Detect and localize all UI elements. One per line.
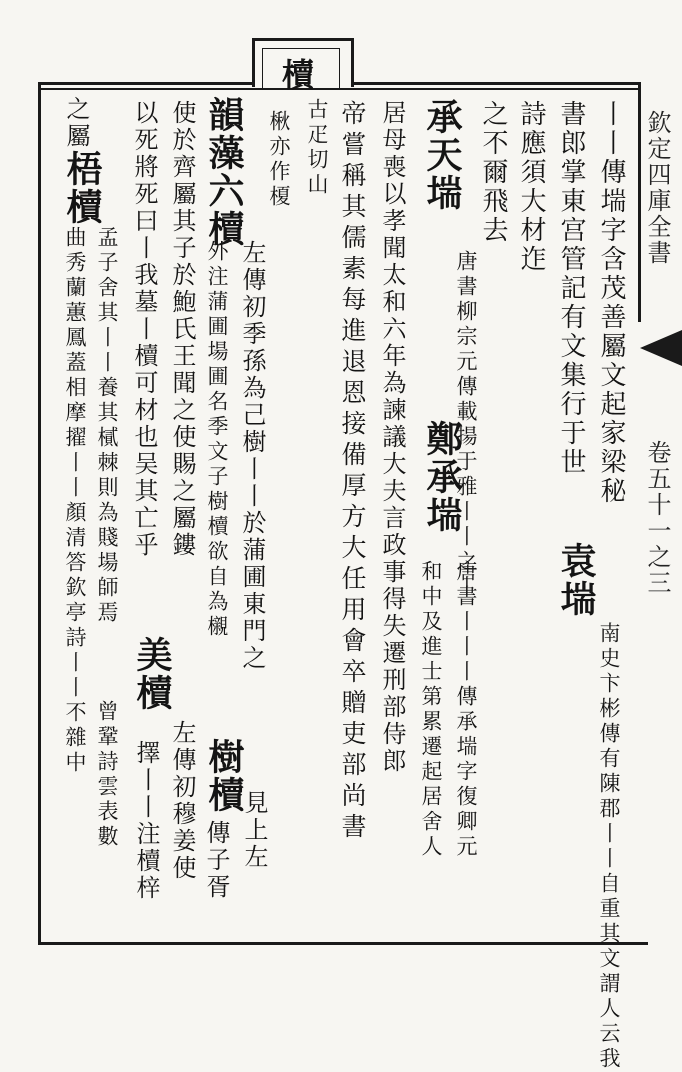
frame-left-rule — [38, 82, 41, 944]
text-column-15: 以死將死曰丨我墓丨櫝可材也吴其亡乎 — [130, 100, 158, 559]
entry-heading-meidu: 美櫝 — [131, 636, 173, 712]
text-column-17: 曲秀蘭蕙鳳蓋相摩擢丨丨顏清答欽亭詩丨丨不雜中 — [63, 226, 87, 776]
entry-heading-chengtian-zan: 承天㙐 — [421, 98, 463, 212]
fishtail-mark — [640, 330, 682, 366]
text-column-12: 左傳初季孫為己樹丨丨於蒲圃東門之 — [238, 240, 266, 672]
text-column-14b: 傳子胥 — [202, 820, 230, 901]
text-column-7: 和中及進士第累遷起居舍人 — [419, 560, 443, 860]
text-column-10: 古疋切山 — [305, 98, 329, 198]
entry-heading-yunzao-liudu: 韻藻六櫝 — [203, 96, 245, 248]
frame-bottom-rule — [38, 942, 648, 945]
text-column-15b: 左傳初穆姜使 — [168, 720, 196, 882]
text-column-13b: 見上左 — [240, 790, 268, 871]
text-column-18: 曾鞏詩雲表數 — [95, 700, 119, 850]
text-column-14: 使於齊屬其子於鮑氏王聞之使賜之屬鏤 — [168, 100, 196, 559]
text-column-3: 南史卞彬傳有陳郡丨丨自重其文謂人云我 — [597, 622, 621, 1072]
text-column-6b: 唐書丨丨丨傳承㙐字復卿元 — [454, 560, 478, 860]
text-column-13: 外注蒲圃場圃名季文子樹櫝欲自為櫬 — [205, 240, 229, 640]
text-column-2: 書郎掌東宫管記有文集行于世 — [556, 100, 586, 477]
margin-volume: 卷五十一之三 — [643, 440, 671, 596]
text-column-1: 丨丨傳㙐字含茂善屬文起家梁秘 — [596, 100, 626, 506]
entry-heading-zheng-chengzan: 鄭承㙐 — [421, 420, 463, 534]
text-column-8: 居母喪以孝聞太和六年為諫議大夫言政事得失遷刑部侍郎 — [378, 100, 406, 775]
fishtail-rule — [638, 82, 641, 322]
text-column-4: 詩應須大材迮 — [516, 100, 546, 274]
text-column-16b: 孟子舍其丨丨養其樲棘則為賤場師焉 — [95, 226, 119, 626]
entry-heading-shudu: 樹櫝 — [203, 738, 245, 814]
text-column-11: 楸亦作榎 — [267, 110, 291, 210]
entry-heading-du: 櫝 — [277, 58, 315, 92]
text-column-16: 之屬 — [62, 96, 90, 150]
entry-heading-yuan-zan: 袁㙐 — [555, 542, 597, 618]
text-column-9: 帝嘗稱其儒素每進退恩接備厚方大任用會卒贈吏部尚書 — [338, 100, 367, 844]
margin-book-title: 欽定四庫全書 — [643, 110, 671, 266]
text-column-5: 之不爾飛去 — [478, 100, 508, 245]
entry-heading-wudu: 梧櫝 — [61, 150, 103, 226]
text-column-15c: 擇丨丨注櫝梓 — [132, 740, 160, 902]
text-column-6: 唐書柳宗元傳載揚于雅丨丨之丨 — [454, 250, 478, 600]
